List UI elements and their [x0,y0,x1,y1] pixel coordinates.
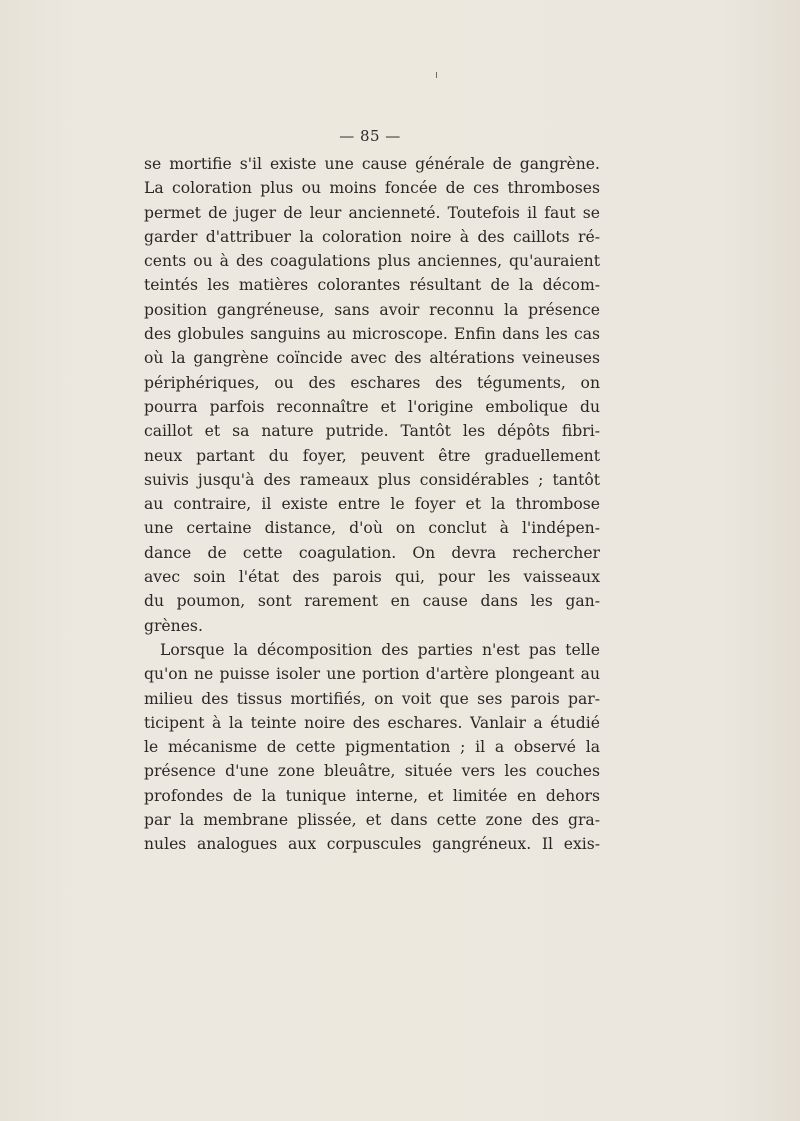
text-line: du poumon, sont rarement en cause dans les gan- [144,592,600,611]
text-line: neux partant du foyer, peuvent être graduellement [144,446,600,465]
text-line: pourra parfois reconnaître et l'origine embolique du [144,397,600,416]
text-line: au contraire, il existe entre le foyer et la thrombose [144,495,600,514]
text-line: cents ou à des coagulations plus anciennes, qu'auraient [144,252,600,271]
text-line: présence d'une zone bleuâtre, située vers les couches [144,762,600,781]
text-line: ticipent à la teinte noire des eschares. Vanlair a étudié [144,713,600,732]
text-line: avec soin l'état des parois qui, pour les vaisseaux [144,568,600,587]
text-line: teintés les matières colorantes résultant de la décom- [144,276,600,295]
text-line: se mortifie s'il existe une cause générale de gangrène. [144,155,600,173]
text-line: dance de cette coagulation. On devra rechercher [144,543,600,562]
text-line: où la gangrène coïncide avec des altérations veineuses [144,349,600,368]
text-line: suivis jusqu'à des rameaux plus considérables ; tantôt [144,470,600,489]
text-line: périphériques, ou des eschares des téguments, on [144,373,600,392]
text-line: une certaine distance, d'où on conclut à l'indépen- [144,519,600,538]
text-line: profondes de la tunique interne, et limitée en dehors [144,786,600,805]
text-line: grènes. [144,616,203,635]
text-line: permet de juger de leur ancienneté. Toutefois il faut se [144,203,600,222]
text-line: le mécanisme de cette pigmentation ; il a observé la [144,738,600,757]
text-line: qu'on ne puisse isoler une portion d'artère plongeant au [144,665,600,684]
text-line: nules analogues aux corpuscules gangréneux. Il exis- [144,835,600,854]
text-line: caillot et sa nature putride. Tantôt les dépôts fibri- [144,422,600,441]
print-mark [436,72,437,78]
body-text [144,152,600,857]
text-line: par la membrane plissée, et dans cette zone des gra- [144,811,600,830]
text-line: position gangréneuse, sans avoir reconnu la présence [144,300,600,319]
text-line: Lorsque la décomposition des parties n'est pas telle [160,640,600,659]
text-line: milieu des tissus mortifiés, on voit que ses parois par- [144,689,600,708]
page-number: — 85 — [339,127,401,145]
text-line: des globules sanguins au microscope. Enfin dans les cas [144,325,600,344]
text-line: La coloration plus ou moins foncée de ces thromboses [144,179,600,198]
text-line: garder d'attribuer la coloration noire à des caillots ré- [144,227,600,246]
